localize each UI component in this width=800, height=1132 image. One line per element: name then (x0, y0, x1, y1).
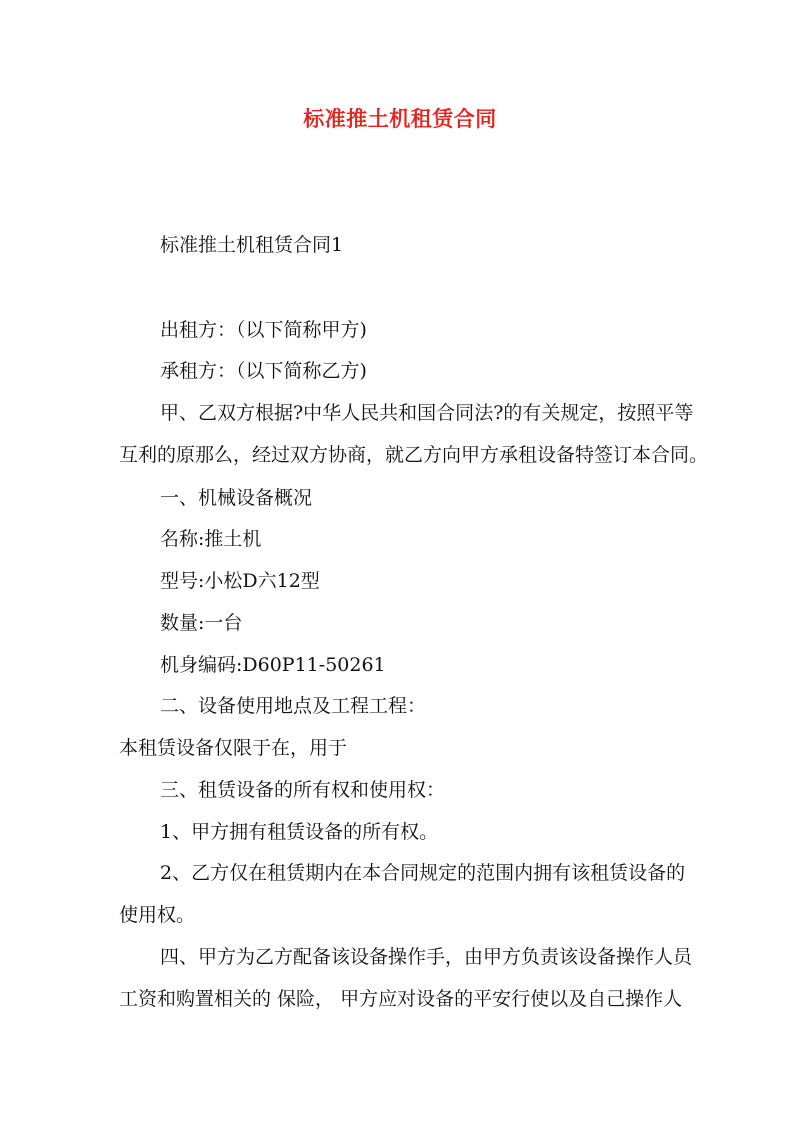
equipment-name: 名称:推土机 (160, 528, 262, 550)
section-4-line-2: 工资和购置相关的 保险， 甲方应对设备的平安行使以及自己操作人 (119, 988, 683, 1010)
section-1-heading: 一、机械设备概况 (160, 487, 313, 509)
equipment-serial: 机身编码:D60P11-50261 (160, 654, 386, 676)
contract-subtitle: 标准推土机租赁合同1 (160, 234, 344, 256)
equipment-model: 型号:小松D六12型 (160, 570, 320, 592)
section-2-heading: 二、设备使用地点及工程工程： (160, 695, 427, 717)
intro-paragraph-line-2: 互利的原那么，经过双方协商，就乙方向甲方承租设备特签订本合同。 (119, 444, 709, 466)
intro-paragraph-line-1: 甲、乙双方根据?中华人民共和国合同法?的有关规定，按照平等 (160, 402, 694, 424)
document-title: 标准推土机租赁合同 (303, 106, 497, 131)
equipment-quantity: 数量:一台 (160, 612, 243, 634)
section-3-item-2-line-2: 使用权。 (119, 904, 196, 926)
section-3-item-2-line-1: 2、乙方仅在租赁期内在本合同规定的范围内拥有该租赁设备的 (160, 862, 686, 884)
section-3-item-1: 1、甲方拥有租赁设备的所有权。 (160, 821, 439, 843)
section-2-text: 本租赁设备仅限于在，用于 (119, 737, 348, 759)
section-3-heading: 三、租赁设备的所有权和使用权： (160, 779, 446, 801)
lessee-line: 承租方：（以下简称乙方) (160, 360, 367, 382)
section-4-line-1: 四、甲方为乙方配备该设备操作手，由甲方负责该设备操作人员 (160, 946, 693, 968)
lessor-line: 出租方：（以下简称甲方) (160, 319, 367, 341)
